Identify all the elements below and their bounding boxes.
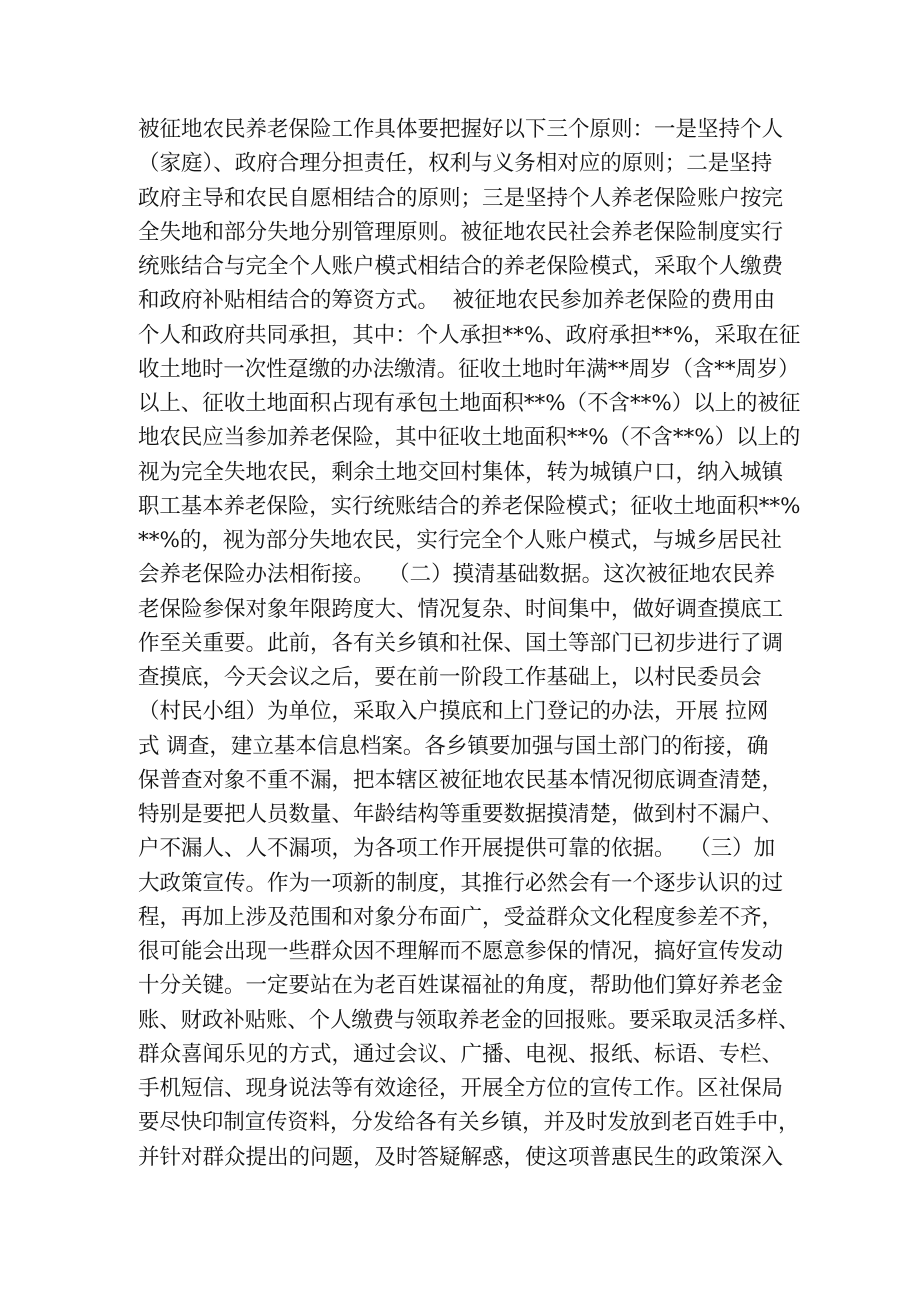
text-line: 全失地和部分失地分别管理原则。被征地农民社会养老保险制度实行 <box>138 219 784 245</box>
text-line: 十分关键。一定要站在为老百姓谋福祉的角度，帮助他们算好养老金 <box>138 973 784 999</box>
text-line: （家庭）、政府合理分担责任，权利与义务相对应的原则；二是坚持 <box>138 151 773 177</box>
text-line: 视为完全失地农民，剩余土地交回村集体，转为城镇户口，纳入城镇 <box>138 459 784 485</box>
text-line: 式 调查，建立基本信息档案。各乡镇要加强与国土部门的衔接，确 <box>138 733 769 759</box>
text-line: 会养老保险办法相衔接。 （二）摸清基础数据。这次被征地农民养 <box>138 562 776 588</box>
text-line: 并针对群众提出的问题，及时答疑解惑，使这项普惠民生的政策深入 <box>138 1144 784 1170</box>
text-line: 群众喜闻乐见的方式，通过会议、广播、电视、报纸、标语、专栏、 <box>138 1041 784 1067</box>
text-line: 账、财政补贴账、个人缴费与领取养老金的回报账。要采取灵活多样、 <box>138 1007 800 1033</box>
text-line: 查摸底，今天会议之后，要在前一阶段工作基础上，以村民委员会 <box>138 665 762 690</box>
text-line: **%的，视为部分失地农民，实行完全个人账户模式，与城乡居民社 <box>138 528 782 553</box>
text-line: 收土地时一次性趸缴的办法缴清。征收土地时年满**周岁（含**周岁） <box>138 356 800 382</box>
text-line: 手机短信、现身说法等有效途径，开展全方位的宣传工作。区社保局 <box>138 1076 784 1101</box>
text-line: 特别是要把人员数量、年龄结构等重要数据摸清楚，做到村不漏户、 <box>138 802 784 827</box>
text-line: 职工基本养老保险，实行统账结合的养老保险模式；征收土地面积**% <box>138 493 801 519</box>
text-line: 很可能会出现一些群众因不理解而不愿意参保的情况，搞好宣传发动 <box>138 939 784 964</box>
text-line: 地农民应当参加养老保险，其中征收土地面积**%（不含**%）以上的 <box>138 425 801 451</box>
text-line: 大政策宣传。作为一项新的制度，其推行必然会有一个逐步认识的过 <box>138 870 784 896</box>
text-line: 个人和政府共同承担，其中：个人承担**%、政府承担**%，采取在征 <box>138 322 801 348</box>
text-line: 政府主导和农民自愿相结合的原则；三是坚持个人养老保险账户按完 <box>138 185 784 211</box>
text-line: 保普查对象不重不漏，把本辖区被征地农民基本情况彻底调查清楚， <box>138 767 784 793</box>
text-line: （村民小组）为单位，采取入户摸底和上门登记的办法，开展 拉网 <box>138 699 769 725</box>
body-text <box>138 113 801 1175</box>
text-line: 老保险参保对象年限跨度大、情况复杂、时间集中，做好调查摸底工 <box>138 596 784 622</box>
text-line: 统账结合与完全个人账户模式相结合的养老保险模式，采取个人缴费 <box>138 254 784 279</box>
text-line: 要尽快印制宣传资料，分发给各有关乡镇，并及时发放到老百姓手中， <box>138 1110 800 1136</box>
text-line: 和政府补贴相结合的筹资方式。 被征地农民参加养老保险的费用由 <box>138 288 776 314</box>
text-line: 以上、征收土地面积占现有承包土地面积**%（不含**%）以上的被征 <box>138 391 801 416</box>
text-line: 被征地农民养老保险工作具体要把握好以下三个原则：一是坚持个人 <box>138 117 784 142</box>
text-line: 户不漏人、人不漏项，为各项工作开展提供可靠的依据。 （三）加 <box>138 836 776 862</box>
text-line: 作至关重要。此前，各有关乡镇和社保、国土等部门已初步进行了调 <box>138 630 784 656</box>
text-line: 程，再加上涉及范围和对象分布面广，受益群众文化程度参差不齐， <box>138 904 784 930</box>
